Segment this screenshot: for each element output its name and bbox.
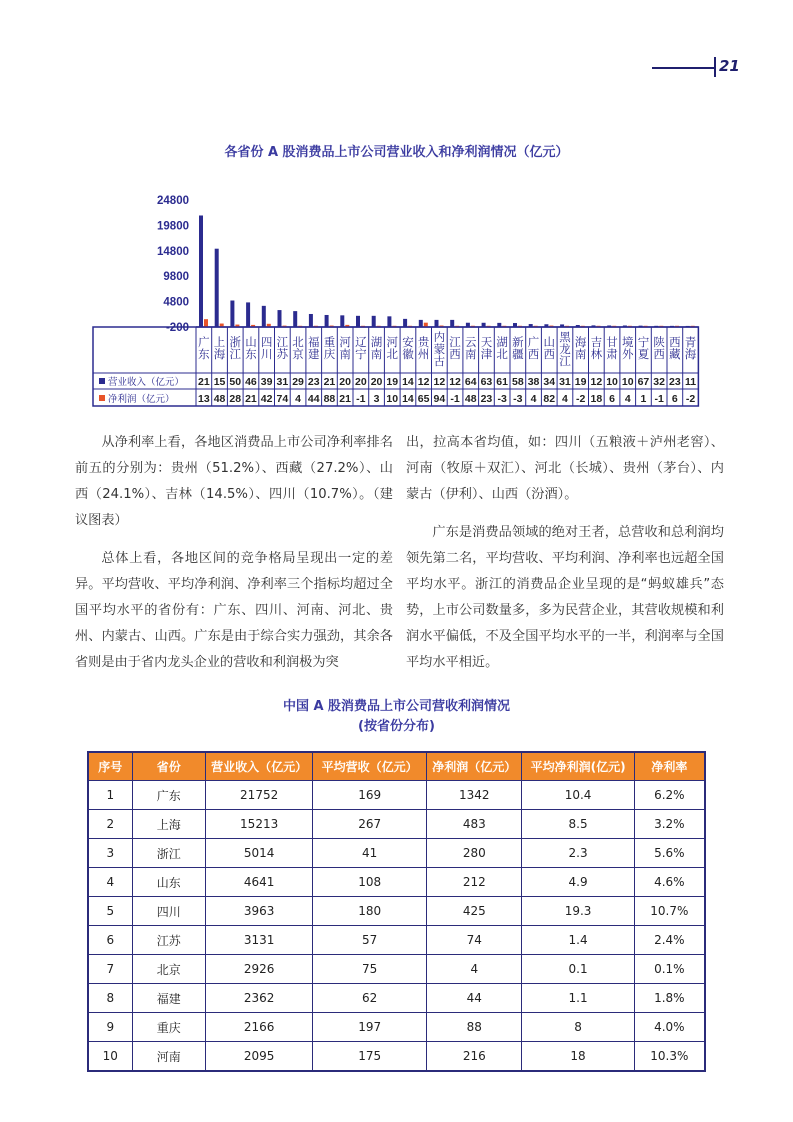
revenue-data-label: 12 [449, 376, 461, 388]
table-cell: 4 [88, 868, 132, 897]
revenue-data-label: 14 [402, 376, 414, 388]
profit-data-label: -3 [513, 393, 523, 405]
table-cell: 1 [88, 781, 132, 810]
profit-data-label: 88 [323, 393, 336, 405]
category-label: 南 [339, 347, 351, 361]
page-number: 21 [719, 57, 740, 75]
table-cell: 3131 [206, 926, 313, 955]
revenue-bar [215, 249, 219, 327]
table-cell: 88 [427, 1013, 522, 1042]
table-cell: 10.4 [522, 781, 634, 810]
table-row [88, 897, 705, 926]
table-row [88, 926, 705, 955]
table-cell: 5 [88, 897, 132, 926]
category-label: 黑 [559, 330, 571, 344]
revenue-data-label: 32 [653, 376, 665, 388]
table-cell: 5.6% [634, 839, 705, 868]
left-column-text [75, 430, 393, 688]
profit-data-label: 4 [530, 393, 537, 405]
revenue-data-label: 38 [527, 376, 540, 388]
revenue-bar [387, 316, 391, 327]
category-label: 海 [684, 347, 697, 361]
revenue-data-label: 20 [370, 376, 383, 388]
category-label: 四 [260, 335, 273, 349]
profit-data-label: -2 [575, 393, 586, 405]
table-cell: 21752 [206, 781, 313, 810]
table-cell: 280 [427, 839, 522, 868]
revenue-data-label: 64 [464, 376, 477, 388]
table-cell: 广东 [132, 781, 206, 810]
table-cell: 3963 [206, 897, 313, 926]
table-row [88, 984, 705, 1013]
category-label: 徽 [402, 347, 414, 361]
revenue-bar [435, 320, 439, 327]
category-label: 北 [386, 347, 398, 361]
revenue-bar [372, 316, 376, 327]
paragraph: 总体上看，各地区间的竞争格局呈现出一定的差异。平均营收、平均净利润、净利率三个指标均超过全国平均水平的省份有：广东、四川、河南、河北、贵州、内蒙古、山西。广东是由于综合实力强劲，其余各省则是由于省内龙头企业的营收和利润极为突 [75, 551, 393, 670]
profit-data-label: 23 [480, 393, 493, 405]
category-label: 北 [496, 347, 508, 361]
table-cell: 10.3% [634, 1042, 705, 1072]
category-label: 庆 [323, 347, 336, 361]
profit-data-label: -1 [450, 393, 460, 405]
category-label: 西 [527, 347, 540, 361]
category-label: 藏 [669, 347, 681, 361]
province-table [87, 751, 706, 1072]
revenue-data-label: 31 [276, 376, 289, 388]
table-cell: 216 [427, 1042, 522, 1072]
table-row [88, 1042, 705, 1072]
table-cell: 2926 [206, 955, 313, 984]
profit-data-label: 48 [464, 393, 477, 405]
table-cell: 8.5 [522, 810, 634, 839]
revenue-bar [356, 316, 360, 327]
category-label: 江 [276, 335, 289, 349]
revenue-data-label: 20 [355, 376, 367, 388]
table-cell: 10 [88, 1042, 132, 1072]
category-label: 陕 [653, 335, 665, 349]
revenue-bar [278, 310, 282, 327]
legend-label-profit: 净利润（亿元） [108, 394, 175, 405]
table-cell: 0.1% [634, 955, 705, 984]
category-label: 甘 [606, 335, 618, 349]
table-cell: 197 [313, 1013, 427, 1042]
profit-data-label: -1 [654, 393, 664, 405]
revenue-data-label: 21 [323, 376, 336, 388]
revenue-bar [403, 319, 407, 327]
profit-data-label: 65 [417, 393, 430, 405]
revenue-bar [419, 320, 423, 327]
profit-data-label: 48 [213, 393, 226, 405]
category-label: 广 [527, 335, 540, 349]
profit-data-label: 18 [590, 393, 603, 405]
table-cell: 江苏 [132, 926, 206, 955]
category-label: 疆 [512, 347, 524, 361]
category-label: 湖 [496, 335, 508, 349]
category-label: 海 [574, 335, 587, 349]
revenue-bar [309, 314, 313, 327]
revenue-data-label: 20 [339, 376, 351, 388]
profit-data-label: 6 [671, 393, 678, 405]
table-subtitle: (按省份分布) [358, 719, 435, 734]
table-cell: 10.7% [634, 897, 705, 926]
category-label: 川 [260, 347, 273, 361]
table-cell: 6.2% [634, 781, 705, 810]
table-row [88, 810, 705, 839]
profit-data-label: -1 [356, 393, 366, 405]
revenue-data-label: 10 [621, 376, 634, 388]
category-label: 江 [559, 354, 571, 368]
y-tick-label: 4800 [163, 296, 189, 309]
category-label: 西 [669, 335, 681, 349]
category-label: 云 [465, 335, 477, 349]
table-cell: 4641 [206, 868, 313, 897]
category-label: 江 [449, 335, 461, 349]
revenue-data-label: 39 [260, 376, 273, 388]
revenue-data-label: 19 [386, 376, 399, 388]
revenue-data-label: 58 [512, 376, 524, 388]
table-cell: 浙江 [132, 839, 206, 868]
revenue-bar [262, 306, 266, 327]
table-cell: 1.8% [634, 984, 705, 1013]
profit-data-label: -3 [497, 393, 507, 405]
table-cell: 3 [88, 839, 132, 868]
table-cell: 四川 [132, 897, 206, 926]
table-cell: 18 [522, 1042, 634, 1072]
table-cell: 175 [313, 1042, 427, 1072]
table-cell: 7 [88, 955, 132, 984]
table-cell: 北京 [132, 955, 206, 984]
table-row [88, 839, 705, 868]
category-label: 宁 [637, 335, 650, 349]
column-header: 净利润（亿元） [427, 752, 522, 781]
y-tick-label: 9800 [163, 271, 189, 284]
revenue-data-label: 15 [213, 376, 226, 388]
table-row [88, 955, 705, 984]
revenue-data-label: 12 [590, 376, 603, 388]
profit-data-label: 28 [229, 393, 242, 405]
category-label: 浙 [229, 335, 241, 349]
profit-data-label: 42 [260, 393, 273, 405]
legend-swatch-revenue [99, 378, 105, 384]
category-label: 山 [245, 335, 257, 349]
category-label: 夏 [637, 347, 650, 361]
profit-data-label: 6 [609, 393, 615, 405]
category-label: 州 [417, 347, 430, 361]
revenue-data-label: 10 [606, 376, 618, 388]
table-cell: 41 [313, 839, 427, 868]
table-cell: 2362 [206, 984, 313, 1013]
table-cell: 8 [88, 984, 132, 1013]
profit-data-label: 44 [307, 393, 320, 405]
revenue-data-label: 23 [307, 376, 320, 388]
table-header-row [88, 752, 705, 781]
profit-data-label: 74 [276, 393, 289, 405]
profit-data-label: 4 [562, 393, 568, 405]
category-label: 京 [292, 347, 304, 361]
category-label: 古 [433, 354, 446, 368]
table-cell: 44 [427, 984, 522, 1013]
column-header: 平均净利润(亿元) [522, 752, 634, 781]
category-label: 广 [198, 335, 210, 349]
revenue-bar [293, 311, 297, 327]
table-cell: 483 [427, 810, 522, 839]
table-cell: 2166 [206, 1013, 313, 1042]
profit-data-label: 10 [386, 393, 399, 405]
revenue-data-label: 19 [574, 376, 587, 388]
table-cell: 3.2% [634, 810, 705, 839]
category-label: 东 [245, 347, 257, 361]
category-label: 重 [323, 335, 336, 349]
category-label: 西 [543, 347, 555, 361]
category-label: 天 [480, 335, 493, 349]
category-label: 西 [653, 347, 665, 361]
table-cell: 74 [427, 926, 522, 955]
table-cell: 山东 [132, 868, 206, 897]
table-cell: 4.9 [522, 868, 634, 897]
profit-data-label: 4 [624, 393, 631, 405]
paragraph: 广东是消费品领域的绝对王者，总营收和总利润均领先第二名，平均营收、平均利润、净利率也远超全国平均水平。浙江的消费品企业呈现的是“蚂蚁雄兵”态势，上市公司数量多，多为民营企业，其营收规模和利润水平偏低，不及全国平均水平的一半，利润率与全国平均水平相近。 [406, 525, 724, 670]
revenue-data-label: 34 [543, 376, 556, 388]
revenue-bar [199, 215, 203, 327]
revenue-data-label: 21 [198, 376, 210, 388]
revenue-data-label: 23 [669, 376, 681, 388]
category-label: 外 [622, 347, 634, 361]
legend-swatch-profit [99, 395, 105, 401]
table-cell: 19.3 [522, 897, 634, 926]
right-column-text [406, 430, 724, 688]
table-title: 中国 A 股消费品上市公司营收利润情况 [282, 699, 511, 714]
table-cell: 福建 [132, 984, 206, 1013]
table-cell: 4.6% [634, 868, 705, 897]
table-cell: 河南 [132, 1042, 206, 1072]
paragraph: 出，拉高本省均值，如：四川（五粮液＋泸州老窖）、河南（牧原＋双汇）、河北（长城）、贵州（茅台）、内蒙古（伊利）、山西（汾酒）。 [406, 435, 724, 502]
table-cell: 9 [88, 1013, 132, 1042]
profit-data-label: 1 [640, 393, 647, 405]
profit-data-label: 13 [198, 393, 210, 405]
table-cell: 2.4% [634, 926, 705, 955]
y-tick-label: 14800 [157, 245, 189, 258]
table-cell: 425 [427, 897, 522, 926]
category-label: 津 [480, 347, 493, 361]
table-row [88, 781, 705, 810]
revenue-bar [246, 302, 250, 327]
column-header: 平均营收（亿元） [313, 752, 427, 781]
category-label: 河 [386, 335, 398, 349]
profit-data-label: 94 [433, 393, 446, 405]
revenue-bar [325, 315, 329, 327]
table-cell: 0.1 [522, 955, 634, 984]
profit-data-label: 82 [543, 393, 556, 405]
table-cell: 上海 [132, 810, 206, 839]
y-tick-label: -200 [165, 322, 189, 334]
table-cell: 1.1 [522, 984, 634, 1013]
revenue-bar [340, 315, 344, 327]
category-label: 安 [402, 335, 414, 349]
table-cell: 75 [313, 955, 427, 984]
category-label: 北 [292, 335, 304, 349]
category-label: 南 [574, 347, 587, 361]
revenue-data-label: 12 [433, 376, 446, 388]
table-cell: 62 [313, 984, 427, 1013]
category-label: 西 [449, 347, 461, 361]
category-label: 南 [465, 347, 477, 361]
profit-bar [204, 319, 208, 327]
category-label: 建 [308, 347, 320, 361]
revenue-data-label: 31 [559, 376, 571, 388]
table-cell: 重庆 [132, 1013, 206, 1042]
profit-data-label: 21 [245, 393, 257, 405]
table-cell: 5014 [206, 839, 313, 868]
category-label: 贵 [417, 335, 430, 349]
category-label: 南 [370, 347, 383, 361]
category-label: 辽 [355, 335, 367, 349]
table-cell: 169 [313, 781, 427, 810]
revenue-bar [230, 301, 234, 327]
category-label: 上 [213, 335, 226, 349]
table-cell: 212 [427, 868, 522, 897]
category-label: 东 [198, 347, 210, 361]
revenue-data-label: 12 [417, 376, 430, 388]
table-cell: 267 [313, 810, 427, 839]
column-header: 营业收入（亿元） [206, 752, 313, 781]
revenue-data-label: 63 [480, 376, 493, 388]
category-label: 龙 [559, 342, 571, 356]
chart-title: 各省份 A 股消费品上市公司营业收入和净利润情况（亿元） [224, 145, 569, 160]
category-label: 内 [433, 330, 446, 344]
revenue-bar [450, 320, 454, 327]
y-tick-label: 24800 [157, 195, 189, 207]
revenue-data-label: 61 [496, 376, 508, 388]
table-cell: 57 [313, 926, 427, 955]
category-label: 河 [339, 335, 351, 349]
category-label: 宁 [355, 347, 367, 361]
category-label: 苏 [276, 347, 289, 361]
revenue-data-label: 29 [292, 376, 304, 388]
table-cell: 4 [427, 955, 522, 984]
table-cell: 15213 [206, 810, 313, 839]
table-cell: 2.3 [522, 839, 634, 868]
y-tick-label: 19800 [157, 220, 189, 233]
profit-data-label: 3 [373, 393, 380, 405]
category-label: 江 [229, 347, 241, 361]
revenue-data-label: 46 [245, 376, 257, 388]
category-label: 肃 [606, 347, 618, 361]
bar-chart [0, 0, 793, 420]
revenue-data-label: 67 [637, 376, 650, 388]
category-label: 湖 [370, 335, 383, 349]
category-label: 林 [590, 347, 603, 361]
table-cell: 2 [88, 810, 132, 839]
category-label: 福 [308, 335, 320, 349]
table-cell: 4.0% [634, 1013, 705, 1042]
table-cell: 8 [522, 1013, 634, 1042]
table-cell: 1342 [427, 781, 522, 810]
profit-data-label: -2 [685, 393, 696, 405]
category-label: 海 [213, 347, 226, 361]
revenue-data-label: 11 [684, 376, 697, 388]
table-cell: 108 [313, 868, 427, 897]
paragraph: 从净利率上看，各地区消费品上市公司净利率排名前五的分别为：贵州（51.2%）、西藏（27.2%）、山西（24.1%）、吉林（14.5%）、四川（10.7%）。（建议图表） [75, 435, 393, 528]
table-cell: 180 [313, 897, 427, 926]
table-row [88, 868, 705, 897]
profit-data-label: 21 [339, 393, 351, 405]
category-label: 山 [543, 335, 555, 349]
column-header: 序号 [88, 752, 132, 781]
profit-data-label: 14 [402, 393, 414, 405]
profit-data-label: 4 [295, 393, 301, 405]
category-label: 青 [684, 335, 697, 349]
category-label: 境 [622, 335, 634, 349]
category-label: 蒙 [433, 342, 446, 356]
column-header: 省份 [132, 752, 206, 781]
table-cell: 6 [88, 926, 132, 955]
category-label: 新 [512, 335, 524, 349]
legend-label-revenue: 营业收入（亿元） [108, 377, 185, 388]
category-label: 吉 [590, 335, 603, 349]
table-row [88, 1013, 705, 1042]
table-cell: 1.4 [522, 926, 634, 955]
table-cell: 2095 [206, 1042, 313, 1072]
revenue-data-label: 50 [229, 376, 242, 388]
column-header: 净利率 [634, 752, 705, 781]
